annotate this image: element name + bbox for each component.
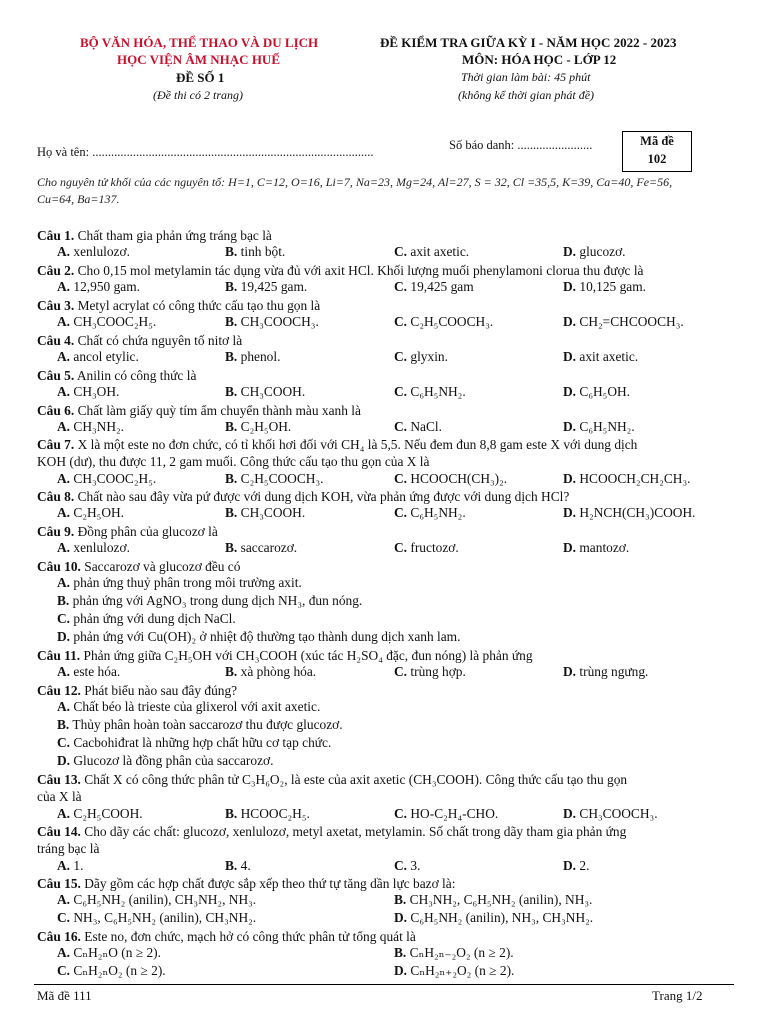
option-letter: B. <box>225 806 238 821</box>
question-number: Câu 4. <box>37 333 75 348</box>
answer-options <box>57 384 747 401</box>
option-letter: A. <box>57 314 71 329</box>
option-letter: D. <box>563 349 577 364</box>
option-letter: B. <box>57 593 70 608</box>
answer-option-a[interactable] <box>57 540 130 556</box>
question-stem <box>37 682 737 699</box>
option-letter: D. <box>563 279 577 294</box>
question-number: Câu 7. <box>37 437 75 452</box>
subject-title: MÔN: HÓA HỌC - LỚP 12 <box>462 52 617 67</box>
option-text: este hóa. <box>73 664 121 679</box>
student-name-field[interactable]: Họ và tên: .......................................................................................... <box>37 145 374 159</box>
option-letter: D. <box>563 314 577 329</box>
option-text: axit axetic. <box>579 349 639 364</box>
answer-option-c[interactable] <box>394 279 474 295</box>
option-letter: A. <box>57 699 71 714</box>
option-letter: D. <box>394 963 408 978</box>
answer-option-d[interactable] <box>563 664 648 680</box>
question-text: Cho 0,15 mol metylamin tác dụng vừa đủ với axit HCl. Khối lượng muối phenylamoni clorua thu được là <box>77 263 644 278</box>
answer-option-d[interactable] <box>563 384 630 400</box>
question-text: Metyl acrylat có công thức cấu tạo thu gọn là <box>77 298 321 313</box>
option-text: 12,950 gam. <box>73 279 140 294</box>
question-number: Câu 9. <box>37 524 75 539</box>
answer-option-c[interactable] <box>57 611 236 627</box>
option-text: CH₃COOC₂H₅. <box>73 471 157 486</box>
question-number: Câu 5. <box>37 368 75 383</box>
answer-option-b[interactable] <box>225 419 291 435</box>
time-limit: Thời gian làm bài: 45 phút <box>461 70 591 84</box>
question-number: Câu 1. <box>37 228 75 243</box>
student-id-field[interactable]: Số báo danh: ........................ <box>449 138 593 152</box>
option-letter: D. <box>563 505 577 520</box>
option-letter: A. <box>57 471 71 486</box>
answer-option-a[interactable] <box>57 471 156 487</box>
exam-number: ĐỀ SỐ 1 <box>176 70 225 85</box>
answer-options <box>57 540 747 557</box>
option-letter: C. <box>394 540 408 555</box>
question-text: Cho dãy các chất: glucozơ, xenlulozơ, metyl axetat, metylamin. Số chất trong dãy tham gia phản ứng <box>84 824 627 839</box>
question-stem <box>37 647 737 664</box>
question-text: X là một este no đơn chức, có tỉ khối hơi đối với CH₄ là 5,5. Nếu đem đun 8,8 gam este X với dung dịch <box>77 437 638 452</box>
option-text: CₙH₂ₙO₂ (n ≥ 2). <box>73 963 166 978</box>
footer-exam-code: Mã đề 111 <box>37 988 92 1003</box>
option-text: trùng hợp. <box>410 664 466 679</box>
option-text: C₂H₅OH. <box>240 419 292 434</box>
answer-option-b[interactable] <box>225 314 319 330</box>
question-number: Câu 12. <box>37 683 81 698</box>
option-text: C₆H₅NH₂ (anilin), NH₃, CH₃NH₂. <box>410 910 594 925</box>
exam-code-value: 102 <box>647 152 667 166</box>
question-stem <box>37 558 737 575</box>
answer-option-c[interactable] <box>57 963 166 979</box>
option-letter: A. <box>57 244 71 259</box>
answer-option-a[interactable] <box>57 314 156 330</box>
question-number: Câu 16. <box>37 929 81 944</box>
question-text: Chất nào sau đây vừa pứ được với dung dịch KOH, vừa phản ứng được với dung dịch HCl? <box>77 489 570 504</box>
exam-code-label: Mã đề <box>640 134 674 148</box>
answer-option-c[interactable] <box>394 314 493 330</box>
question-text: Chất làm giấy quỳ tím ẩm chuyển thành màu xanh là <box>77 403 361 418</box>
option-letter: A. <box>57 349 71 364</box>
option-letter: B. <box>225 540 238 555</box>
question-number: Câu 15. <box>37 876 81 891</box>
answer-option-d[interactable] <box>563 349 638 365</box>
answer-option-a[interactable] <box>57 419 124 435</box>
answer-options <box>57 858 747 875</box>
question-number: Câu 3. <box>37 298 75 313</box>
option-letter: D. <box>394 910 408 925</box>
option-text: ancol etylic. <box>73 349 139 364</box>
answer-option-a[interactable] <box>57 945 161 961</box>
option-letter: B. <box>394 892 407 907</box>
option-text: xenlulozơ. <box>73 540 130 555</box>
option-text: HCOOC₂H₅. <box>240 806 310 821</box>
question-stem <box>37 823 737 840</box>
question-text: Este no, đơn chức, mạch hở có công thức phân tử tổng quát là <box>84 929 416 944</box>
question-number: Câu 10. <box>37 559 81 574</box>
option-text: fructozơ. <box>410 540 459 555</box>
question-text: Chất có chứa nguyên tố nitơ là <box>77 333 243 348</box>
option-text: CH₃NH₂. <box>73 419 125 434</box>
option-letter: A. <box>57 419 71 434</box>
question-number: Câu 6. <box>37 403 75 418</box>
answer-option-a[interactable] <box>57 664 120 680</box>
option-text: Thủy phân hoàn toàn saccarozơ thu được glucozơ. <box>72 717 343 732</box>
option-text: 10,125 gam. <box>579 279 646 294</box>
question-text: Đồng phân của glucozơ là <box>77 524 218 539</box>
question-stem <box>37 436 737 453</box>
option-letter: A. <box>57 664 71 679</box>
answer-options <box>57 471 747 488</box>
option-text: glyxin. <box>410 349 448 364</box>
exam-title: ĐỀ KIỂM TRA GIỮA KỲ I - NĂM HỌC 2022 - 2023 <box>380 35 677 50</box>
option-text: 19,425 gam <box>410 279 474 294</box>
school-name: HỌC VIỆN ÂM NHẠC HUẾ <box>117 52 280 67</box>
option-text: H₂NCH(CH₃)COOH. <box>579 505 696 520</box>
answer-option-c[interactable] <box>394 858 420 874</box>
option-letter: D. <box>563 419 577 434</box>
question-text: Phản ứng giữa C₂H₅OH với CH₃COOH (xúc tác H₂SO₄ đặc, đun nóng) là phản ứng <box>83 648 533 663</box>
answer-option-b[interactable] <box>57 717 343 733</box>
question-stem <box>37 262 737 279</box>
question-text-cont: tráng bạc là <box>37 841 100 856</box>
option-letter: D. <box>563 244 577 259</box>
answer-option-d[interactable] <box>563 471 691 487</box>
answer-options <box>57 244 747 261</box>
option-text: C₂H₅COOH. <box>73 806 143 821</box>
option-letter: C. <box>394 858 408 873</box>
answer-option-b[interactable] <box>57 593 362 609</box>
question-text: Phát biểu nào sau đây đúng? <box>84 683 238 698</box>
option-letter: B. <box>225 314 238 329</box>
option-text: 19,425 gam. <box>240 279 308 294</box>
option-letter: D. <box>563 471 577 486</box>
answer-option-c[interactable] <box>57 910 256 926</box>
option-text: C₆H₅OH. <box>579 384 631 399</box>
option-text: HO-C₂H₄-CHO. <box>410 806 499 821</box>
answer-option-b[interactable] <box>225 540 297 556</box>
question-number: Câu 14. <box>37 824 81 839</box>
footer-page-number: Trang 1/2 <box>652 988 703 1003</box>
question-stem <box>37 402 737 419</box>
option-letter: C. <box>57 963 71 978</box>
answer-options <box>57 349 747 366</box>
option-text: 3. <box>410 858 421 873</box>
question-stem <box>37 928 737 945</box>
question-text: Anilin có công thức là <box>76 368 197 383</box>
answer-option-b[interactable] <box>225 471 323 487</box>
option-letter: C. <box>394 244 408 259</box>
option-letter: D. <box>563 858 577 873</box>
option-letter: C. <box>394 806 408 821</box>
option-text: HCOOCH₂CH₂CH₃. <box>579 471 691 486</box>
question-number: Câu 8. <box>37 489 75 504</box>
option-text: phản ứng thuỷ phân trong môi trường axit. <box>73 575 302 590</box>
answer-option-c[interactable] <box>394 419 442 435</box>
question-stem <box>37 367 737 384</box>
option-letter: B. <box>225 471 238 486</box>
answer-option-c[interactable] <box>394 384 466 400</box>
option-text: trùng ngưng. <box>579 664 649 679</box>
option-text: xenlulozơ. <box>73 244 130 259</box>
question-text: Dãy gồm các hợp chất được sắp xếp theo thứ tự tăng dần lực bazơ là: <box>84 876 456 891</box>
option-text: C₂H₅OH. <box>73 505 125 520</box>
option-text: C₂H₅COOCH₃. <box>410 314 494 329</box>
answer-option-a[interactable] <box>57 699 320 715</box>
answer-option-b[interactable] <box>225 349 280 365</box>
option-text: glucozơ. <box>579 244 626 259</box>
atomic-mass-info: Cho nguyên tử khối của các nguyên tố: H=1, C=12, O=16, Li=7, Na=23, Mg=24, Al=27, S = 32, Cl =35,5, K=39, Ca=40, Fe=56, <box>37 175 673 189</box>
answer-option-b[interactable] <box>225 858 251 874</box>
option-letter: C. <box>394 279 408 294</box>
answer-option-c[interactable] <box>394 349 448 365</box>
option-letter: D. <box>563 664 577 679</box>
option-text: phản ứng với AgNO₃ trong dung dịch NH₃, đun nóng. <box>72 593 363 608</box>
option-text: C₆H₅NH₂. <box>410 505 466 520</box>
option-letter: C. <box>57 735 71 750</box>
option-text: CₙH₂ₙ₋₂O₂ (n ≥ 2). <box>409 945 514 960</box>
answer-options <box>57 505 747 522</box>
exam-code-box <box>622 131 692 172</box>
answer-option-d[interactable] <box>563 505 695 521</box>
answer-option-b[interactable] <box>225 279 307 295</box>
option-text: phản ứng với Cu(OH)₂ ở nhiệt độ thường tạo thành dung dịch xanh lam. <box>73 629 461 644</box>
option-text: CH₃COOCH₃. <box>240 314 319 329</box>
option-letter: C. <box>394 419 408 434</box>
answer-option-b[interactable] <box>394 945 514 961</box>
answer-option-d[interactable] <box>394 963 514 979</box>
option-letter: A. <box>57 892 71 907</box>
option-letter: A. <box>57 540 71 555</box>
answer-option-a[interactable] <box>57 384 119 400</box>
answer-options <box>57 664 747 681</box>
answer-option-d[interactable] <box>563 314 684 330</box>
atomic-mass-info-cont: Cu=64, Ba=137. <box>37 192 120 206</box>
question-text-cont: KOH (dư), thu được 11, 2 gam muối. Công thức cấu tạo thu gọn của X là <box>37 454 430 469</box>
option-letter: C. <box>57 910 71 925</box>
question-number: Câu 11. <box>37 648 81 663</box>
option-letter: C. <box>394 384 408 399</box>
option-text: CH₃COOH. <box>240 384 306 399</box>
option-text: NaCl. <box>410 419 443 434</box>
option-letter: A. <box>57 858 71 873</box>
option-letter: C. <box>394 314 408 329</box>
answer-option-c[interactable] <box>394 806 498 822</box>
answer-option-b[interactable] <box>225 244 285 260</box>
answer-option-b[interactable] <box>394 892 592 908</box>
option-letter: C. <box>57 611 71 626</box>
question-number: Câu 2. <box>37 263 75 278</box>
option-text: CH₃COOH. <box>240 505 306 520</box>
option-text: CH₃COOC₂H₅. <box>73 314 157 329</box>
question-stem <box>37 297 737 314</box>
answer-option-c[interactable] <box>394 505 466 521</box>
option-letter: B. <box>394 945 407 960</box>
option-text: HCOOCH(CH₃)₂. <box>410 471 508 486</box>
option-letter: D. <box>563 540 577 555</box>
option-letter: D. <box>563 384 577 399</box>
option-letter: A. <box>57 806 71 821</box>
answer-option-a[interactable] <box>57 806 143 822</box>
option-letter: B. <box>225 858 238 873</box>
answer-option-d[interactable] <box>57 753 273 769</box>
option-letter: B. <box>225 384 238 399</box>
time-note: (không kể thời gian phát đề) <box>458 88 595 102</box>
option-text: CH₃NH₂, C₆H₅NH₂ (anilin), NH₃. <box>409 892 593 907</box>
answer-option-c[interactable] <box>57 735 331 751</box>
answer-option-a[interactable] <box>57 505 124 521</box>
answer-options <box>57 314 747 331</box>
answer-options <box>57 279 747 296</box>
option-letter: A. <box>57 945 71 960</box>
option-letter: D. <box>57 753 71 768</box>
option-letter: D. <box>563 806 577 821</box>
answer-option-b[interactable] <box>225 664 316 680</box>
answer-option-a[interactable] <box>57 244 130 260</box>
answer-option-a[interactable] <box>57 349 139 365</box>
option-text: CH₃COOCH₃. <box>579 806 658 821</box>
answer-option-d[interactable] <box>563 540 629 556</box>
question-text-cont: của X là <box>37 789 82 804</box>
option-letter: A. <box>57 575 71 590</box>
option-letter: B. <box>225 419 238 434</box>
option-text: saccarozơ. <box>240 540 298 555</box>
answer-options <box>57 419 747 436</box>
option-letter: B. <box>225 349 238 364</box>
option-text: Chất béo là trieste của glixerol với axit axetic. <box>73 699 321 714</box>
option-text: Cacbohiđrat là những hợp chất hữu cơ tạp chức. <box>73 735 332 750</box>
answer-option-d[interactable] <box>563 244 626 260</box>
option-text: C₆H₅NH₂. <box>579 419 635 434</box>
option-letter: C. <box>394 505 408 520</box>
option-text: C₂H₅COOCH₃. <box>240 471 324 486</box>
option-text: CH₃OH. <box>73 384 120 399</box>
option-letter: A. <box>57 384 71 399</box>
option-text: C₆H₅NH₂. <box>410 384 466 399</box>
option-letter: B. <box>225 279 238 294</box>
answer-option-a[interactable] <box>57 279 140 295</box>
option-letter: D. <box>57 629 71 644</box>
question-stem <box>37 332 737 349</box>
answer-option-b[interactable] <box>225 505 305 521</box>
option-letter: C. <box>394 349 408 364</box>
answer-option-d[interactable] <box>563 279 646 295</box>
question-stem <box>37 875 737 892</box>
answer-option-a[interactable] <box>57 858 83 874</box>
option-text: C₆H₅NH₂ (anilin), CH₃NH₂, NH₃. <box>73 892 257 907</box>
answer-option-d[interactable] <box>57 629 460 645</box>
question-text: Saccarozơ và glucozơ đều có <box>84 559 241 574</box>
option-letter: C. <box>394 471 408 486</box>
option-text: axit axetic. <box>410 244 470 259</box>
answer-option-d[interactable] <box>563 858 589 874</box>
footer-divider <box>34 984 734 985</box>
option-letter: B. <box>225 505 238 520</box>
option-text: xà phòng hóa. <box>240 664 317 679</box>
answer-option-b[interactable] <box>225 384 305 400</box>
question-stem <box>37 488 737 505</box>
option-text: CₙH₂ₙO (n ≥ 2). <box>73 945 161 960</box>
question-number: Câu 13. <box>37 772 81 787</box>
page-count-note: (Đề thi có 2 trang) <box>153 88 243 102</box>
answer-option-a[interactable] <box>57 892 256 908</box>
option-text: phenol. <box>240 349 281 364</box>
option-letter: B. <box>225 664 238 679</box>
answer-option-d[interactable] <box>563 419 635 435</box>
option-text: mantozơ. <box>579 540 630 555</box>
option-text: CₙH₂ₙ₊₂O₂ (n ≥ 2). <box>410 963 515 978</box>
option-text: 2. <box>579 858 590 873</box>
option-text: 4. <box>240 858 251 873</box>
ministry-name: BỘ VĂN HÓA, THỂ THAO VÀ DU LỊCH <box>80 35 319 50</box>
answer-option-a[interactable] <box>57 575 302 591</box>
option-letter: A. <box>57 505 71 520</box>
option-letter: A. <box>57 279 71 294</box>
option-text: Glucozơ là đồng phân của saccarozơ. <box>73 753 274 768</box>
answer-option-d[interactable] <box>394 910 593 926</box>
option-letter: C. <box>394 664 408 679</box>
answer-option-d[interactable] <box>563 806 658 822</box>
option-text: 1. <box>73 858 84 873</box>
option-text: tinh bột. <box>240 244 286 259</box>
question-text: Chất tham gia phản ứng tráng bạc là <box>77 228 272 243</box>
answer-options <box>57 806 747 823</box>
answer-option-b[interactable] <box>225 806 310 822</box>
question-stem <box>37 771 737 788</box>
question-stem <box>37 523 737 540</box>
option-text: NH₃, C₆H₅NH₂ (anilin), CH₃NH₂. <box>73 910 257 925</box>
answer-option-c[interactable] <box>394 471 507 487</box>
option-text: CH₂=CHCOOCH₃. <box>579 314 684 329</box>
answer-option-c[interactable] <box>394 244 469 260</box>
option-text: phản ứng với dung dịch NaCl. <box>73 611 236 626</box>
option-letter: B. <box>225 244 238 259</box>
answer-option-c[interactable] <box>394 664 466 680</box>
question-text: Chất X có công thức phân tử C₃H₆O₂, là este của axit axetic (CH₃COOH). Công thức cấu tạo thu gọn <box>84 772 628 787</box>
question-stem <box>37 227 737 244</box>
answer-option-c[interactable] <box>394 540 459 556</box>
option-letter: B. <box>57 717 70 732</box>
